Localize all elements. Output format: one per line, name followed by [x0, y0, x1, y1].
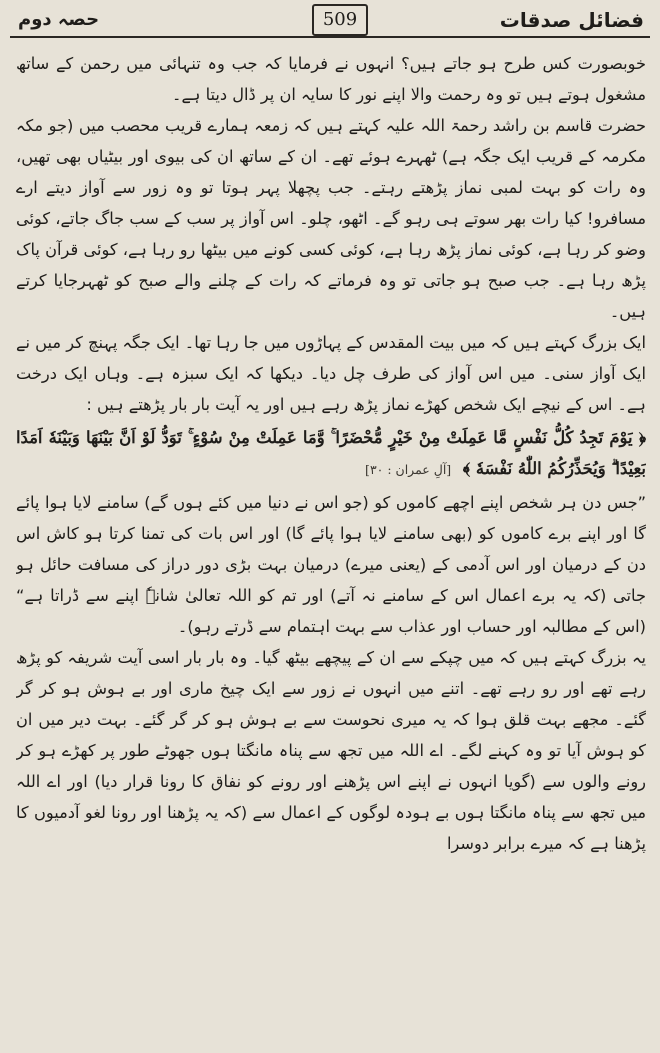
verse-translation: ”جس دن ہر شخص اپنے اچھے کاموں کو (جو اس نے دنیا میں کئے ہوں گے) سامنے لایا ہوا پائے گا اور اپنے برے کاموں کو (بھی سامنے لایا ہوا پائے گا) اور اس بات کی تمنا کرتا ہو کاش اس دن کے درمیان اور اس آدمی کے (یعنی میرے) درمیان بہت بڑی دور دراز کی مسافت حائل ہو جاتی (کہ یہ برے اعمال اس کے سامنے نہ آتے) اور تم کو اللہ تعالیٰ شانہٗ اپنے سے ڈراتا ہے“ (اس کے مطالبہ اور حساب اور عذاب سے بہت اہتمام سے ڈرتے رہو)۔: [16, 493, 646, 636]
header-rule: [10, 36, 650, 38]
quran-verse-block: [16, 422, 646, 485]
paragraph-2: حضرت قاسم بن راشد رحمۃ اللہ علیہ کہتے ہیں کہ زمعہ ہمارے قریب محصب میں (جو مکہ مکرمہ کے قریب ایک جگہ ہے) ٹھہرے ہوئے تھے۔ ان کے ساتھ ان کی بیوی اور بیٹیاں بھی تھیں، وہ رات کو بہت لمبی نماز پڑھتے رہتے۔ جب پچھلا پہر ہوتا تو وہ زور سے آواز دیتے ارے مسافرو! کیا رات بھر سوتے ہی رہو گے۔ اٹھو، چلو۔ اس آواز پر سب کے سب جاگ جاتے، کوئی وضو کر رہا ہے، کوئی نماز پڑھ رہا ہے، کوئی کسی کونے میں بیٹھا رو رہا ہے، کوئی قرآن پاک پڑھ رہا ہے۔ جب صبح ہو جاتی تو وہ فرماتے کہ رات کے چلنے والے صبح کو ٹھہرجایا کرتے ہیں۔: [16, 116, 646, 321]
paragraph-4: یہ بزرگ کہتے ہیں کہ میں چپکے سے ان کے پیچھے بیٹھ گیا۔ وہ بار بار اسی آیت شریفہ کو پڑھ رہے تھے اور رو رہے تھے۔ اتنے میں انہوں نے زور سے ایک چیخ ماری اور بے ہوش ہو کر گر گئے۔ مجھے بہت قلق ہوا کہ یہ میری نحوست سے بے ہوش ہو کر گر گئے۔ بہت دیر میں ان کو ہوش آیا تو وہ کہنے لگے۔ اے اللہ میں تجھ سے پناہ مانگتا ہوں جھوٹے طور پر کھڑے ہو کر رونے والوں سے (گویا انہوں نے اپنے اس پڑھنے اور رونے کو نفاق کا رونا قرار دیا) اور اے اللہ میں تجھ سے پناہ مانگتا ہوں بے ہودہ لوگوں کے اعمال سے (کہ یہ پڑھنا اور رونا لغو آدمیوں کا پڑھنا ہے کہ میرے برابر دوسرا: [16, 648, 646, 853]
quran-verse: يَوْمَ تَجِدُ كُلُّ نَفْسٍ مَّا عَمِلَتْ مِنْ خَيْرٍ مُّحْضَرًا ۚ وَّمَا عَمِلَتْ مِنْ سُوْءٍ ۚ تَوَدُّ لَوْ اَنَّ بَيْنَهَا وَبَيْنَهٗ اَمَدًا بَعِيْدًا ۗ وَيُحَذِّرُكُمُ اللّٰهُ نَفْسَهٗ: [16, 428, 646, 478]
verse-reference: [آلِ عمران : ٣٠]: [365, 462, 452, 477]
ornate-bracket-close: ﴾: [462, 459, 471, 478]
volume-part: حصہ دوم: [18, 9, 100, 30]
page-number: 509: [312, 4, 368, 36]
page-body: [16, 48, 646, 1053]
paragraph-1: خوبصورت کس طرح ہو جاتے ہیں؟ انہوں نے فرمایا کہ جب وہ تنہائی میں رحمن کے ساتھ مشغول ہوتے ہیں تو وہ رحمت والا اپنے نور کا سایہ ان پر ڈال دیتا ہے۔: [16, 54, 646, 104]
book-title: فضائل صدقات: [499, 8, 644, 32]
paragraph-3: ایک بزرگ کہتے ہیں کہ میں بیت المقدس کے پہاڑوں میں جا رہا تھا۔ ایک جگہ پہنچ کر میں نے ایک آواز سنی۔ میں اس آواز کی طرف چل دیا۔ دیکھا کہ ایک سبزہ ہے۔ وہاں ایک درخت ہے۔ اس کے نیچے ایک شخص کھڑے نماز پڑھ رہے ہیں اور یہ آیت بار بار پڑھتے ہیں :: [16, 333, 646, 414]
ornate-bracket-open: ﴿: [638, 428, 646, 447]
page-header: [0, 0, 660, 40]
